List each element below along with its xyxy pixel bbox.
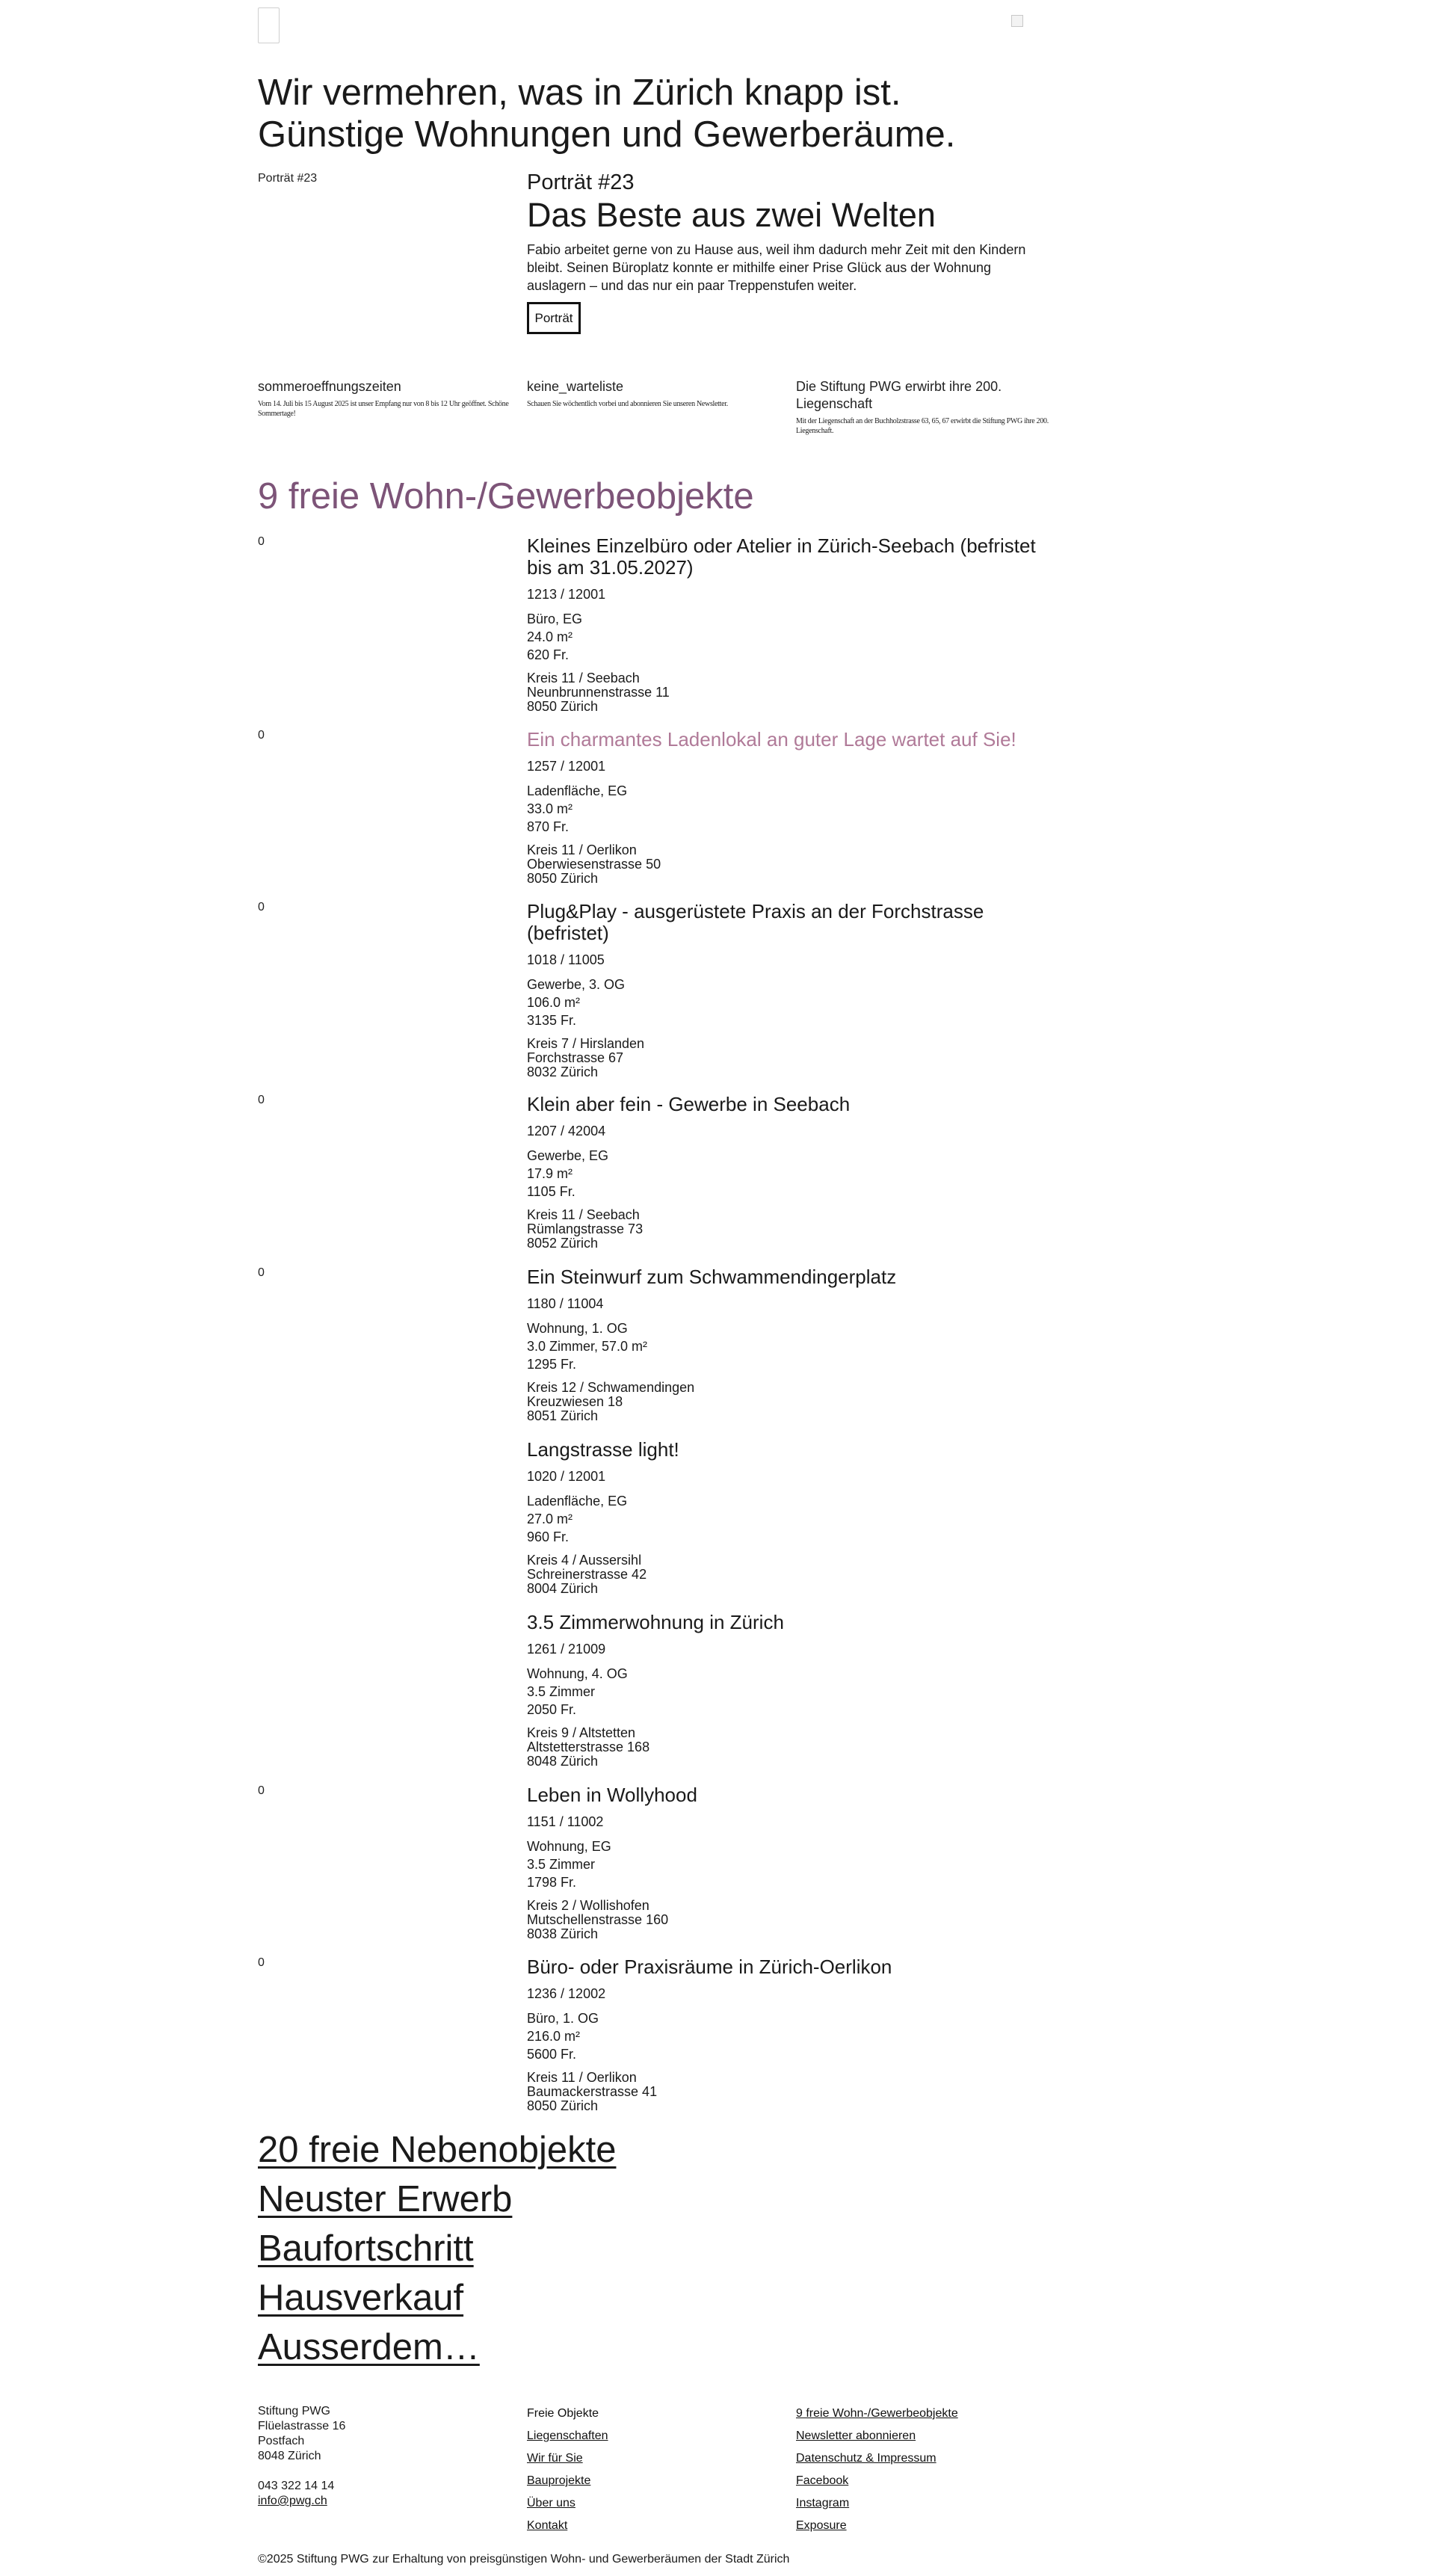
listing-street: Oberwiesenstrasse 50 — [527, 857, 661, 872]
link-baufortschritt[interactable]: Baufortschritt — [258, 2228, 474, 2269]
listing-type: Gewerbe, EG — [527, 1148, 609, 1163]
listing-city: 8038 Zürich — [527, 1926, 599, 1941]
listing-price: 960 Fr. — [527, 1529, 570, 1544]
menu-icon[interactable] — [1011, 15, 1023, 27]
listing-ref: 1207 / 42004 — [527, 1124, 606, 1138]
footer-link-wir-fuer-sie[interactable]: Wir für Sie — [527, 2452, 583, 2465]
footer-link-facebook[interactable]: Facebook — [796, 2474, 849, 2487]
copyright: ©2025 Stiftung PWG zur Erhaltung von preisgünstigen Wohn- und Gewerberäumen der Stadt Zürich — [258, 2553, 790, 2566]
listing-district: Kreis 11 / Oerlikon — [527, 2070, 637, 2085]
listing-type: Wohnung, EG — [527, 1839, 611, 1854]
listing-size: 3.5 Zimmer — [527, 1684, 596, 1699]
listing-ref: 1261 / 21009 — [527, 1642, 606, 1657]
teaser-text: Schauen Sie wöchentlich vorbei und abonnieren Sie unseren Newsletter. — [527, 400, 728, 408]
footer-postbox: Postfach — [258, 2435, 305, 2447]
listing-city: 8050 Zürich — [527, 699, 599, 714]
listing-size: 24.0 m² — [527, 629, 573, 644]
listing-title[interactable]: 3.5 Zimmerwohnung in Zürich — [527, 1611, 784, 1633]
portrait-button[interactable]: Porträt — [527, 302, 581, 334]
listing-size: 216.0 m² — [527, 2029, 581, 2044]
teaser-image[interactable]: Die Stiftung PWG erwirbt ihre 200. Liegenschaft — [796, 379, 1002, 411]
footer-link-datenschutz[interactable]: Datenschutz & Impressum — [796, 2452, 936, 2465]
listing-price: 1295 Fr. — [527, 1357, 577, 1372]
listing-type: Büro, 1. OG — [527, 2011, 599, 2026]
teaser-text: Vom 14. Juli bis 15 August 2025 ist unser Empfang nur von 8 bis 12 Uhr geöffnet. Schöne Sommertage! — [258, 400, 509, 418]
listing-title[interactable]: Büro- oder Praxisräume in Zürich-Oerlikon — [527, 1956, 892, 1978]
link-ausserdem[interactable]: Ausserdem… — [258, 2327, 480, 2367]
listing-district: Kreis 9 / Altstetten — [527, 1725, 636, 1740]
listing-image[interactable]: 0 — [258, 1094, 265, 1106]
listing-street: Kreuzwiesen 18 — [527, 1394, 623, 1409]
listing-image[interactable]: 0 — [258, 1956, 265, 1969]
listing-city: 8032 Zürich — [527, 1064, 599, 1079]
listing-street: Altstetterstrasse 168 — [527, 1740, 650, 1754]
listing-ref: 1257 / 12001 — [527, 759, 606, 774]
link-nebenobjekte[interactable]: 20 freie Nebenobjekte — [258, 2130, 617, 2170]
listing-type: Ladenfläche, EG — [527, 1494, 628, 1509]
listing-city: 8050 Zürich — [527, 2098, 599, 2113]
portrait-title: Das Beste aus zwei Welten — [527, 196, 936, 234]
listing-image[interactable]: 0 — [258, 1266, 265, 1279]
footer-street: Flüelastrasse 16 — [258, 2420, 346, 2432]
listing-price: 1105 Fr. — [527, 1184, 575, 1199]
listing-ref: 1180 / 11004 — [527, 1296, 604, 1311]
listing-ref: 1213 / 12001 — [527, 587, 606, 602]
listing-price: 620 Fr. — [527, 647, 570, 662]
listing-district: Kreis 2 / Wollishofen — [527, 1898, 649, 1913]
listing-city: 8048 Zürich — [527, 1754, 599, 1769]
footer-link-exposure[interactable]: Exposure — [796, 2519, 847, 2532]
listing-title[interactable]: Kleines Einzelbüro oder Atelier in Zürich-Seebach (befristet bis am 31.05.2027) — [527, 534, 1036, 579]
teaser-card[interactable] — [527, 378, 781, 409]
footer-link-kontakt[interactable]: Kontakt — [527, 2519, 568, 2532]
footer-nav — [527, 2403, 608, 2537]
footer-phone: 043 322 14 14 — [258, 2480, 335, 2492]
listing-city: 8051 Zürich — [527, 1408, 599, 1423]
page-headline: Wir vermehren, was in Zürich knapp ist. Günstige Wohnungen und Gewerberäume. — [258, 73, 956, 155]
listing-size: 33.0 m² — [527, 801, 573, 816]
link-neuster-erwerb[interactable]: Neuster Erwerb — [258, 2179, 513, 2219]
listing-city: 8052 Zürich — [527, 1236, 599, 1251]
listing-image[interactable]: 0 — [258, 535, 265, 548]
listing-size: 27.0 m² — [527, 1512, 573, 1526]
listing-street: Mutschellenstrasse 160 — [527, 1912, 669, 1927]
footer-link-freie-objekte[interactable]: Freie Objekte — [527, 2407, 599, 2420]
logo-icon[interactable] — [258, 7, 280, 43]
listing-price: 3135 Fr. — [527, 1013, 577, 1028]
listing-city: 8004 Zürich — [527, 1581, 599, 1596]
listing-title[interactable]: Langstrasse light! — [527, 1438, 679, 1461]
listing-size: 17.9 m² — [527, 1166, 573, 1181]
footer-email-link[interactable]: info@pwg.ch — [258, 2495, 327, 2507]
footer-address — [258, 2404, 345, 2509]
listings-title: 9 freie Wohn-/Gewerbeobjekte — [258, 476, 754, 517]
listing-type: Gewerbe, 3. OG — [527, 977, 626, 992]
listing-title[interactable]: Leben in Wollyhood — [527, 1784, 697, 1806]
footer-links — [796, 2403, 958, 2537]
listing-price: 2050 Fr. — [527, 1702, 577, 1717]
listing-street: Neunbrunnenstrasse 11 — [527, 685, 670, 700]
listing-district: Kreis 11 / Seebach — [527, 671, 640, 685]
listing-street: Rümlangstrasse 73 — [527, 1221, 644, 1236]
listing-title[interactable]: Klein aber fein - Gewerbe in Seebach — [527, 1093, 851, 1115]
teaser-image[interactable]: sommeroeffnungszeiten — [258, 379, 401, 394]
listing-district: Kreis 7 / Hirslanden — [527, 1036, 645, 1051]
listing-type: Ladenfläche, EG — [527, 783, 628, 798]
listing-street: Forchstrasse 67 — [527, 1050, 624, 1065]
listing-ref: 1236 / 12002 — [527, 1986, 606, 2001]
footer-link-newsletter[interactable]: Newsletter abonnieren — [796, 2429, 916, 2442]
link-hausverkauf[interactable]: Hausverkauf — [258, 2278, 464, 2318]
listing-title[interactable]: Plug&Play - ausgerüstete Praxis an der Forchstrasse (befristet) — [527, 900, 984, 944]
footer-link-liegenschaften[interactable]: Liegenschaften — [527, 2429, 608, 2442]
listing-price: 5600 Fr. — [527, 2047, 577, 2062]
listing-ref: 1151 / 11002 — [527, 1814, 604, 1829]
footer-org-name: Stiftung PWG — [258, 2405, 330, 2418]
listing-district: Kreis 12 / Schwamendingen — [527, 1380, 695, 1395]
portrait-text: Fabio arbeitet gerne von zu Hause aus, weil ihm dadurch mehr Zeit mit den Kindern bleibt. Seinen Büroplatz konnte er mithilfe einer Prise Glück aus der Wohnung auslagern – und das nur ein paar Treppenstufen weiter. — [527, 242, 1026, 293]
listing-title[interactable]: Ein charmantes Ladenlokal an guter Lage wartet auf Sie! — [527, 728, 1016, 751]
listing-district: Kreis 11 / Oerlikon — [527, 842, 637, 857]
portrait-kicker: Porträt #23 — [527, 170, 635, 194]
listing-size: 106.0 m² — [527, 995, 581, 1010]
listing-size: 3.5 Zimmer — [527, 1857, 596, 1872]
teaser-image[interactable]: keine_warteliste — [527, 379, 624, 394]
listing-price: 1798 Fr. — [527, 1875, 577, 1890]
listing-image[interactable]: 0 — [258, 1784, 265, 1797]
footer-link-ueber-uns[interactable]: Über uns — [527, 2497, 575, 2509]
footer-city: 8048 Zürich — [258, 2450, 321, 2462]
listing-image[interactable]: 0 — [258, 901, 265, 913]
listing-ref: 1018 / 11005 — [527, 952, 605, 967]
footer-link-objekte[interactable]: 9 freie Wohn-/Gewerbeobjekte — [796, 2407, 958, 2420]
listing-street: Schreinerstrasse 42 — [527, 1567, 647, 1582]
listing-district: Kreis 11 / Seebach — [527, 1207, 640, 1222]
listing-street: Baumackerstrasse 41 — [527, 2084, 658, 2099]
footer-link-instagram[interactable]: Instagram — [796, 2497, 850, 2509]
listing-title[interactable]: Ein Steinwurf zum Schwammendingerplatz — [527, 1266, 897, 1288]
footer-link-bauprojekte[interactable]: Bauprojekte — [527, 2474, 591, 2487]
listing-city: 8050 Zürich — [527, 871, 599, 886]
listing-ref: 1020 / 12001 — [527, 1469, 606, 1484]
teaser-card[interactable] — [796, 378, 1050, 436]
listing-price: 870 Fr. — [527, 819, 570, 834]
teaser-text: Mit der Liegenschaft an der Buchholzstrasse 63, 65, 67 erwirbt die Stiftung PWG ihre 200. Liegenschaft. — [796, 417, 1049, 435]
listing-size: 3.0 Zimmer, 57.0 m² — [527, 1339, 648, 1354]
listing-type: Wohnung, 1. OG — [527, 1321, 628, 1336]
listing-type: Büro, EG — [527, 611, 583, 626]
listing-type: Wohnung, 4. OG — [527, 1666, 628, 1681]
listing-district: Kreis 4 / Aussersihl — [527, 1553, 642, 1568]
listing-image[interactable]: 0 — [258, 729, 265, 742]
portrait-image[interactable]: Porträt #23 — [258, 172, 318, 185]
teaser-card[interactable] — [258, 378, 512, 419]
